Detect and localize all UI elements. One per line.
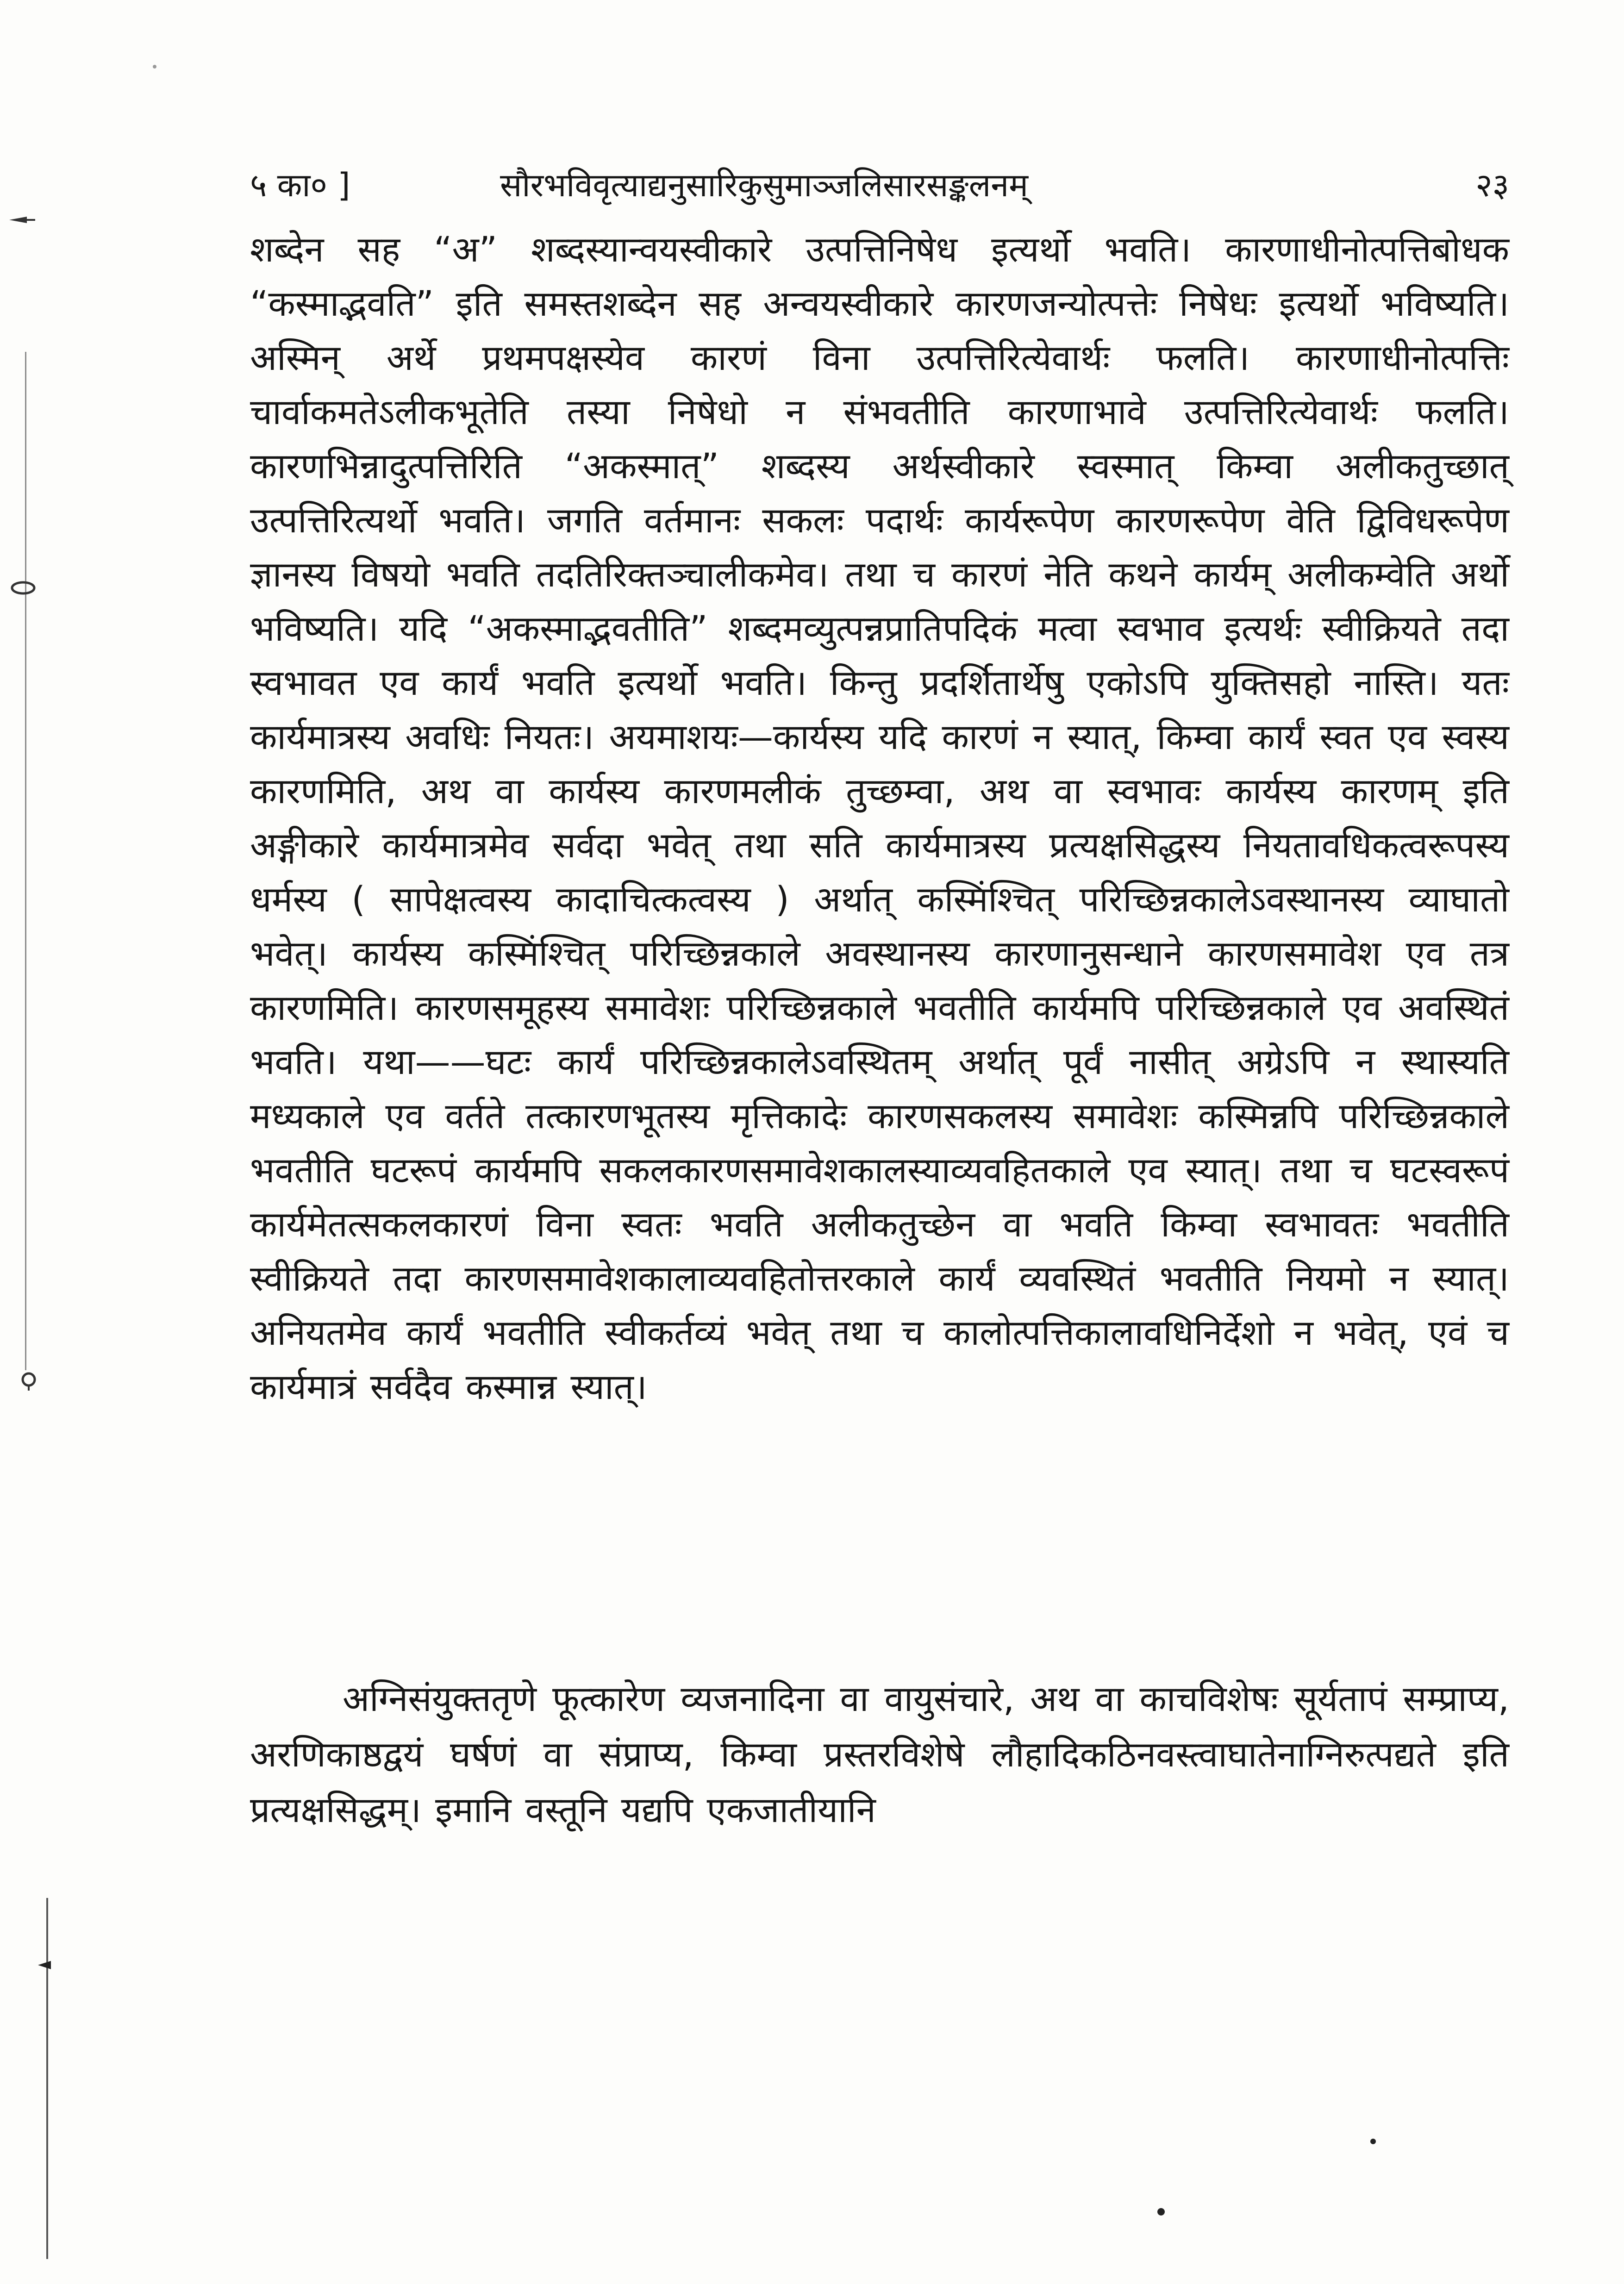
section-marker: ५ का० ] <box>250 166 350 204</box>
header-title: सौरभविवृत्याद्यनुसारिकुसुमाञ्जलिसारसङ्कलनम् <box>500 166 1028 204</box>
running-header <box>250 160 1509 211</box>
page-number: २३ <box>1475 166 1509 204</box>
margin-ring-icon-lower <box>19 1370 39 1391</box>
margin-binding-line-lower <box>46 1898 48 2259</box>
speck <box>1370 2139 1376 2144</box>
speck <box>153 65 156 69</box>
margin-arrow-icon <box>8 213 36 227</box>
margin-binding-line <box>25 352 26 1370</box>
paragraph-1: शब्देन सह “अ” शब्दस्यान्वयस्वीकारे उत्पत्तिनिषेध इत्यर्थो भवति। कारणाधीनोत्पत्तिबोधक “कस्माद्भवति” इति समस्तशब्देन सह अन्वयस्वीकारे कारणजन्योत्पत्तेः निषेधः इत्यर्थो भविष्यति। अस्मिन् अर्थे प्रथमपक्षस्येव कारणं विना उत्पत्तिरित्येवार्थः फलति। कारणाधीनोत्पत्तिः चार्वाकमतेऽलीकभूतेति तस्या निषेधो न संभवतीति कारणाभावे उत्पत्तिरित्येवार्थः फलति। कारणभिन्नादुत्पत्तिरिति “अकस्मात्” शब्दस्य अर्थस्वीकारे स्वस्मात् किम्वा अलीकतुच्छात् उत्पत्तिरित्यर्थो भवति। जगति वर्तमानः सकलः पदार्थः कार्यरूपेण कारणरूपेण वेति द्विविधरूपेण ज्ञानस्य विषयो भवति तदतिरिक्तञ्चालीकमेव। तथा च कारणं नेति कथने कार्यम् अलीकम्वेति अर्थो भविष्यति। यदि “अकस्माद्भवतीति” शब्दमव्युत्पन्नप्रातिपदिकं मत्वा स्वभाव इत्यर्थः स्वीक्रियते तदा स्वभावत एव कार्यं भवति इत्यर्थो भवति। किन्तु प्रदर्शितार्थेषु एकोऽपि युक्तिसहो नास्ति। यतः कार्यमात्रस्य अवधिः नियतः। अयमाशयः—कार्यस्य यदि कारणं न स्यात्, किम्वा कार्यं स्वत एव स्वस्य कारणमिति, अथ वा कार्यस्य कारणमलीकं तुच्छम्वा, अथ वा स्वभावः कार्यस्य कारणम् इति अङ्गीकारे कार्यमात्रमेव सर्वदा भवेत् तथा सति कार्यमात्रस्य प्रत्यक्षसिद्धस्य नियतावधिकत्वरूपस्य धर्मस्य ( सापेक्षत्वस्य कादाचित्कत्वस्य ) अर्थात् कस्मिंश्चित् परिच्छिन्नकालेऽवस्थानस्य व्याघातो भवेत्। कार्यस्य कस्मिंश्चित् परिच्छिन्नकाले अवस्थानस्य कारणानुसन्धाने कारणसमावेश एव तत्र कारणमिति। कारणसमूहस्य समावेशः परिच्छिन्नकाले भवतीति कार्यमपि परिच्छिन्नकाले एव अवस्थितं भवति। यथा——घटः कार्यं परिच्छिन्नकालेऽवस्थितम् अर्थात् पूर्वं नासीत् अग्रेऽपि न स्थास्यति मध्यकाले एव वर्तते तत्कारणभूतस्य मृत्तिकादेः कारणसकलस्य समावेशः कस्मिन्नपि परिच्छिन्नकाले भवतीति घटरूपं कार्यमपि सकलकारणसमावेशकालस्याव्यवहितकाले एव स्यात्। तथा च घटस्वरूपं कार्यमेतत्सकलकारणं विना स्वतः भवति अलीकतुच्छेन वा भवति किम्वा स्वभावतः भवतीति स्वीक्रियते तदा कारणसमावेशकालाव्यवहितोत्तरकाले कार्यं व्यवस्थितं भवतीति नियमो न स्यात्। अनियतमेव कार्यं भवतीति स्वीकर्तव्यं भवेत् तथा च कालोत्पत्तिकालावधिनिर्देशो न भवेत्, एवं च कार्यमात्रं सर्वदैव कस्मान्न स्यात्। <box>250 229 1509 1407</box>
margin-ring-icon <box>9 579 37 597</box>
margin-arrow-icon-lower <box>37 1958 60 1972</box>
paragraph-2: अग्निसंयुक्ततृणे फूत्कारेण व्यजनादिना वा वायुसंचारे, अथ वा काचविशेषः सूर्यतापं सम्प्राप्य, अरणिकाष्ठद्वयं घर्षणं वा संप्राप्य, किम्वा प्रस्तरविशेषे लौहादिकठिनवस्त्वाघातेनाग्निरुत्पद्यते इति प्रत्यक्षसिद्धम्। इमानि वस्तूनि यद्यपि एकजातीयानि <box>250 1678 1509 1830</box>
speck <box>1157 2208 1165 2215</box>
